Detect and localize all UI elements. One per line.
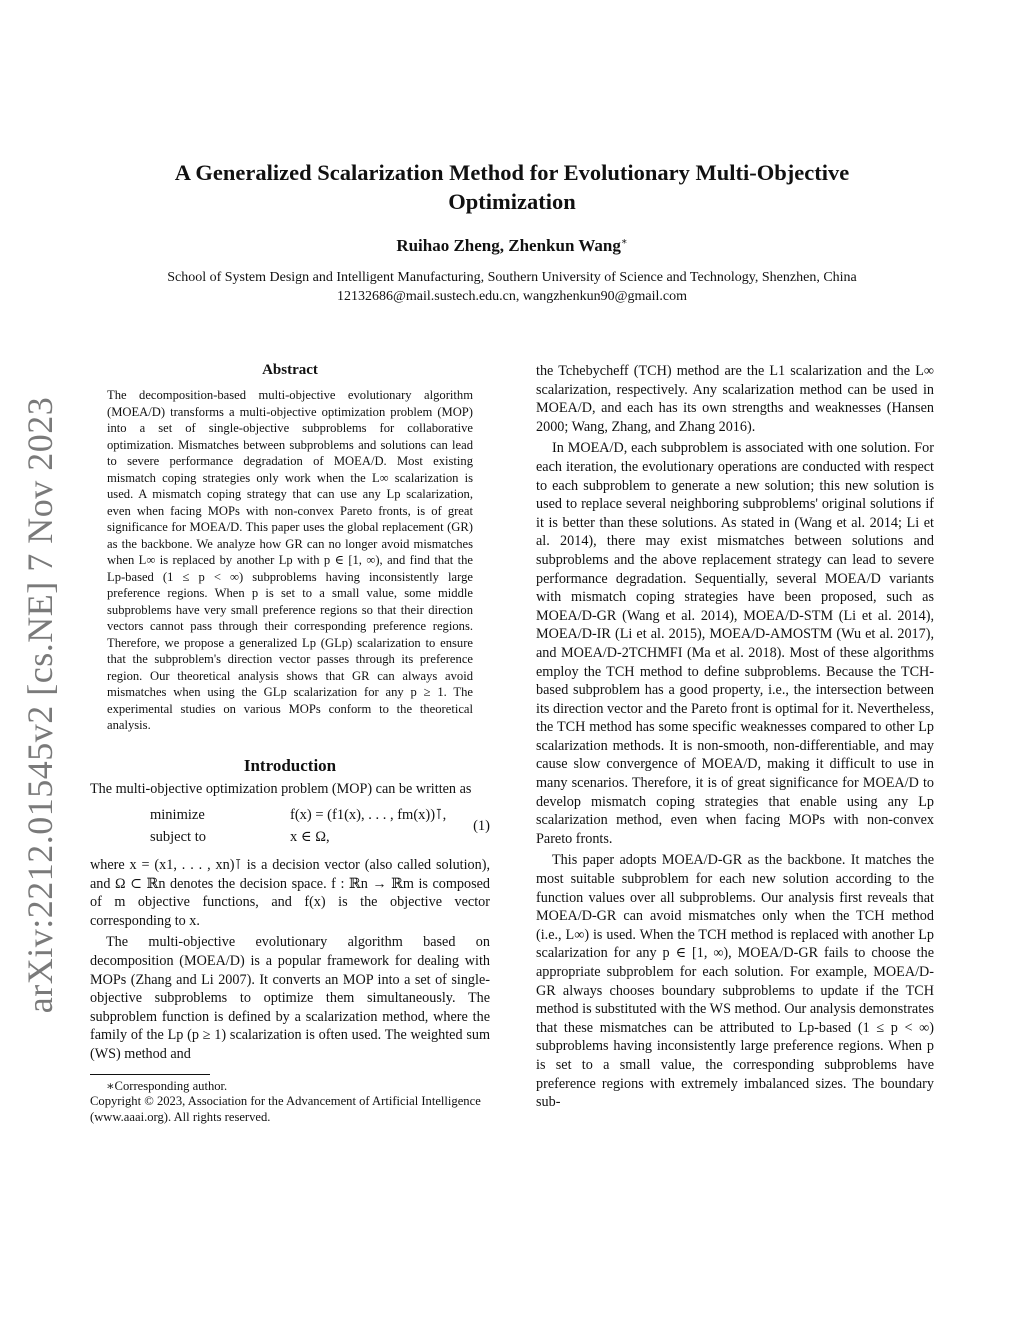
paper-title (120, 158, 904, 216)
right-column (536, 362, 934, 1112)
affiliation-text: School of System Design and Intelligent Manufacturing, Southern University of Science and Technology, Shenzhen, China (167, 270, 857, 285)
affiliation-block (60, 268, 964, 306)
author-emails: 12132686@mail.sustech.edu.cn, wangzhenkun90@gmail.com (336, 289, 688, 304)
author-list (120, 236, 904, 256)
abstract-heading: Abstract (262, 362, 318, 378)
footnote-divider (90, 1074, 210, 1075)
right-paragraph-3: This paper adopts MOEA/D-GR as the backbone. It matches the most suitable subproblem for each new solution according to the function values over all subproblems. Our analysis first reveals that MOEA/D-GR can avoid mismatches only when the TCH method (i.e., L∞) is used. When the TCH method is replaced with another Lp scalarization for any p ∈ [1, ∞), MOEA/D-GR fails to choose the appropriate subproblem for each solution. For example, MOEA/D-GR always chooses boundary subproblems to update if the TCH method is substituted with the WS method. Our analysis demonstrates that these mismatches can be attributed to Lp-based (1 ≤ p < ∞) subproblems having inconsistently large preference regions. When p is set to a small value, the corresponding subproblems have preference regions with extremely imbalanced sizes. The boundary sub- (536, 852, 934, 1111)
left-column (90, 362, 490, 1125)
title-line-1: A Generalized Scalarization Method for Evolutionary Multi-Objective (174, 160, 850, 185)
equation-subject-expression: x ∈ Ω, (290, 829, 330, 846)
equation-1-minimize (90, 804, 490, 826)
intro-paragraph-3: The multi-objective evolutionary algorithm based on decomposition (MOEA/D) is a popular framework for dealing with MOPs (Zhang and Li 2007). It converts an MOP into a set of single-objective subproblems to optimize them simultaneously. The subproblem function is defined by a scalarization method, where the family of the Lp (p ≥ 1) scalarization is often used. The weighted sum (WS) method and (90, 934, 490, 1063)
right-paragraph-1: the Tchebycheff (TCH) method are the L1 scalarization and the L∞ scalarization, respectively. Any scalarization method can be used in MOEA/D, and each has its own strengths and weaknesses (Hansen 2000; Wang, Zhang, and Zhang 2016). (536, 363, 934, 435)
equation-minimize-expression: f(x) = (f1(x), . . . , fm(x))⊺, (290, 807, 447, 824)
equation-1-constraint (90, 818, 490, 848)
intro-paragraph-2: where x = (x1, . . . , xn)⊺ is a decision vector (also called solution), and Ω ⊂ ℝn denotes the decision space. f : ℝn → ℝm is composed of m objective functions, and f(x) is the objective vector corresponding to x. (90, 857, 490, 929)
intro-paragraph-1: The multi-objective optimization problem (MOP) can be written as (90, 780, 472, 797)
equation-number: (1) (473, 818, 490, 835)
arxiv-identifier-stamp: arXiv:2212.01545v2 [cs.NE] 7 Nov 2023 (20, 396, 60, 1014)
author-names: Ruihao Zheng, Zhenkun Wang (396, 236, 621, 255)
introduction-heading: Introduction (243, 755, 337, 775)
copyright-notice: Copyright © 2023, Association for the Advancement of Artificial Intelligence (www.aaai.org). All rights reserved. (90, 1094, 481, 1124)
equation-subject-label: subject to (150, 829, 206, 846)
corresponding-author-mark: ∗ (620, 236, 628, 248)
right-paragraph-2: In MOEA/D, each subproblem is associated with one solution. For each iteration, the evolutionary operations are conducted with respect to each subproblem to generate a new solution; this new solution is used to replace several neighboring subproblems' original solutions if it is better than these solutions. As stated in (Wang et al. 2014; Li et al. 2014), there may exist mismatches between solutions and subproblems and the above replacement strategy can lead to severe performance degradation. Sequentially, several MOEA/D variants with mismatch coping strategies have been proposed, such as MOEA/D-GR (Wang et al. 2014), MOEA/D-STM (Li et al. 2014), MOEA/D-IR (Li et al. 2015), MOEA/D-AMOSTM (Wu et al. 2017), and MOEA/D-2TCHMFI (Ma et al. 2018). Most of these algorithms employ the TCH method to define subproblems. Because the TCH-based subproblem has a good property, i.e., the intersection between its direction vector and the Pareto front is optimal for it. Nevertheless, the TCH method has some specific weaknesses compared to other Lp scalarization methods. It is non-smooth, non-differentiable, and may cause slow convergence of MOEA/D, making it difficult to use in many scenarios. Therefore, it is of great significance for MOEA/D to develop mismatch coping strategies that enable using any Lp scalarization method, even when facing MOPs with non-convex Pareto fronts. (536, 440, 934, 847)
title-line-2: Optimization (448, 189, 576, 214)
equation-minimize-label: minimize (150, 807, 205, 824)
abstract-body: The decomposition-based multi-objective evolutionary algorithm (MOEA/D) transforms a multi-objective optimization problem (MOP) into a set of single-objective subproblems for collaborative optimization. Mismatches between subproblems and solutions can lead to severe performance degradation of MOEA/D. Most existing mismatch coping strategies only work when the L∞ scalarization is used. A mismatch coping strategy that can use any Lp scalarization, even when facing MOPs with non-convex Pareto fronts, is of great significance for MOEA/D. This paper uses the global replacement (GR) as the backbone. We analyze how GR can no longer avoid mismatches when L∞ is replaced by another Lp with p ∈ [1, ∞), and find that the Lp-based (1 ≤ p < ∞) subproblems having inconsistently large preference regions. When p is set to a small value, some middle subproblems have very small preference regions so that their direction vectors cannot pass through their corresponding preference regions. Therefore, we propose a generalized Lp (GLp) scalarization to ensure that the subproblem's direction vector passes through its preference region. Our theoretical analysis shows that GR can always avoid mismatches when using the GLp scalarization for any p ≥ 1. The experimental studies on various MOPs conform to the theoretical analysis. (107, 388, 473, 732)
footnote-corresponding-author: ∗Corresponding author. (106, 1078, 228, 1093)
